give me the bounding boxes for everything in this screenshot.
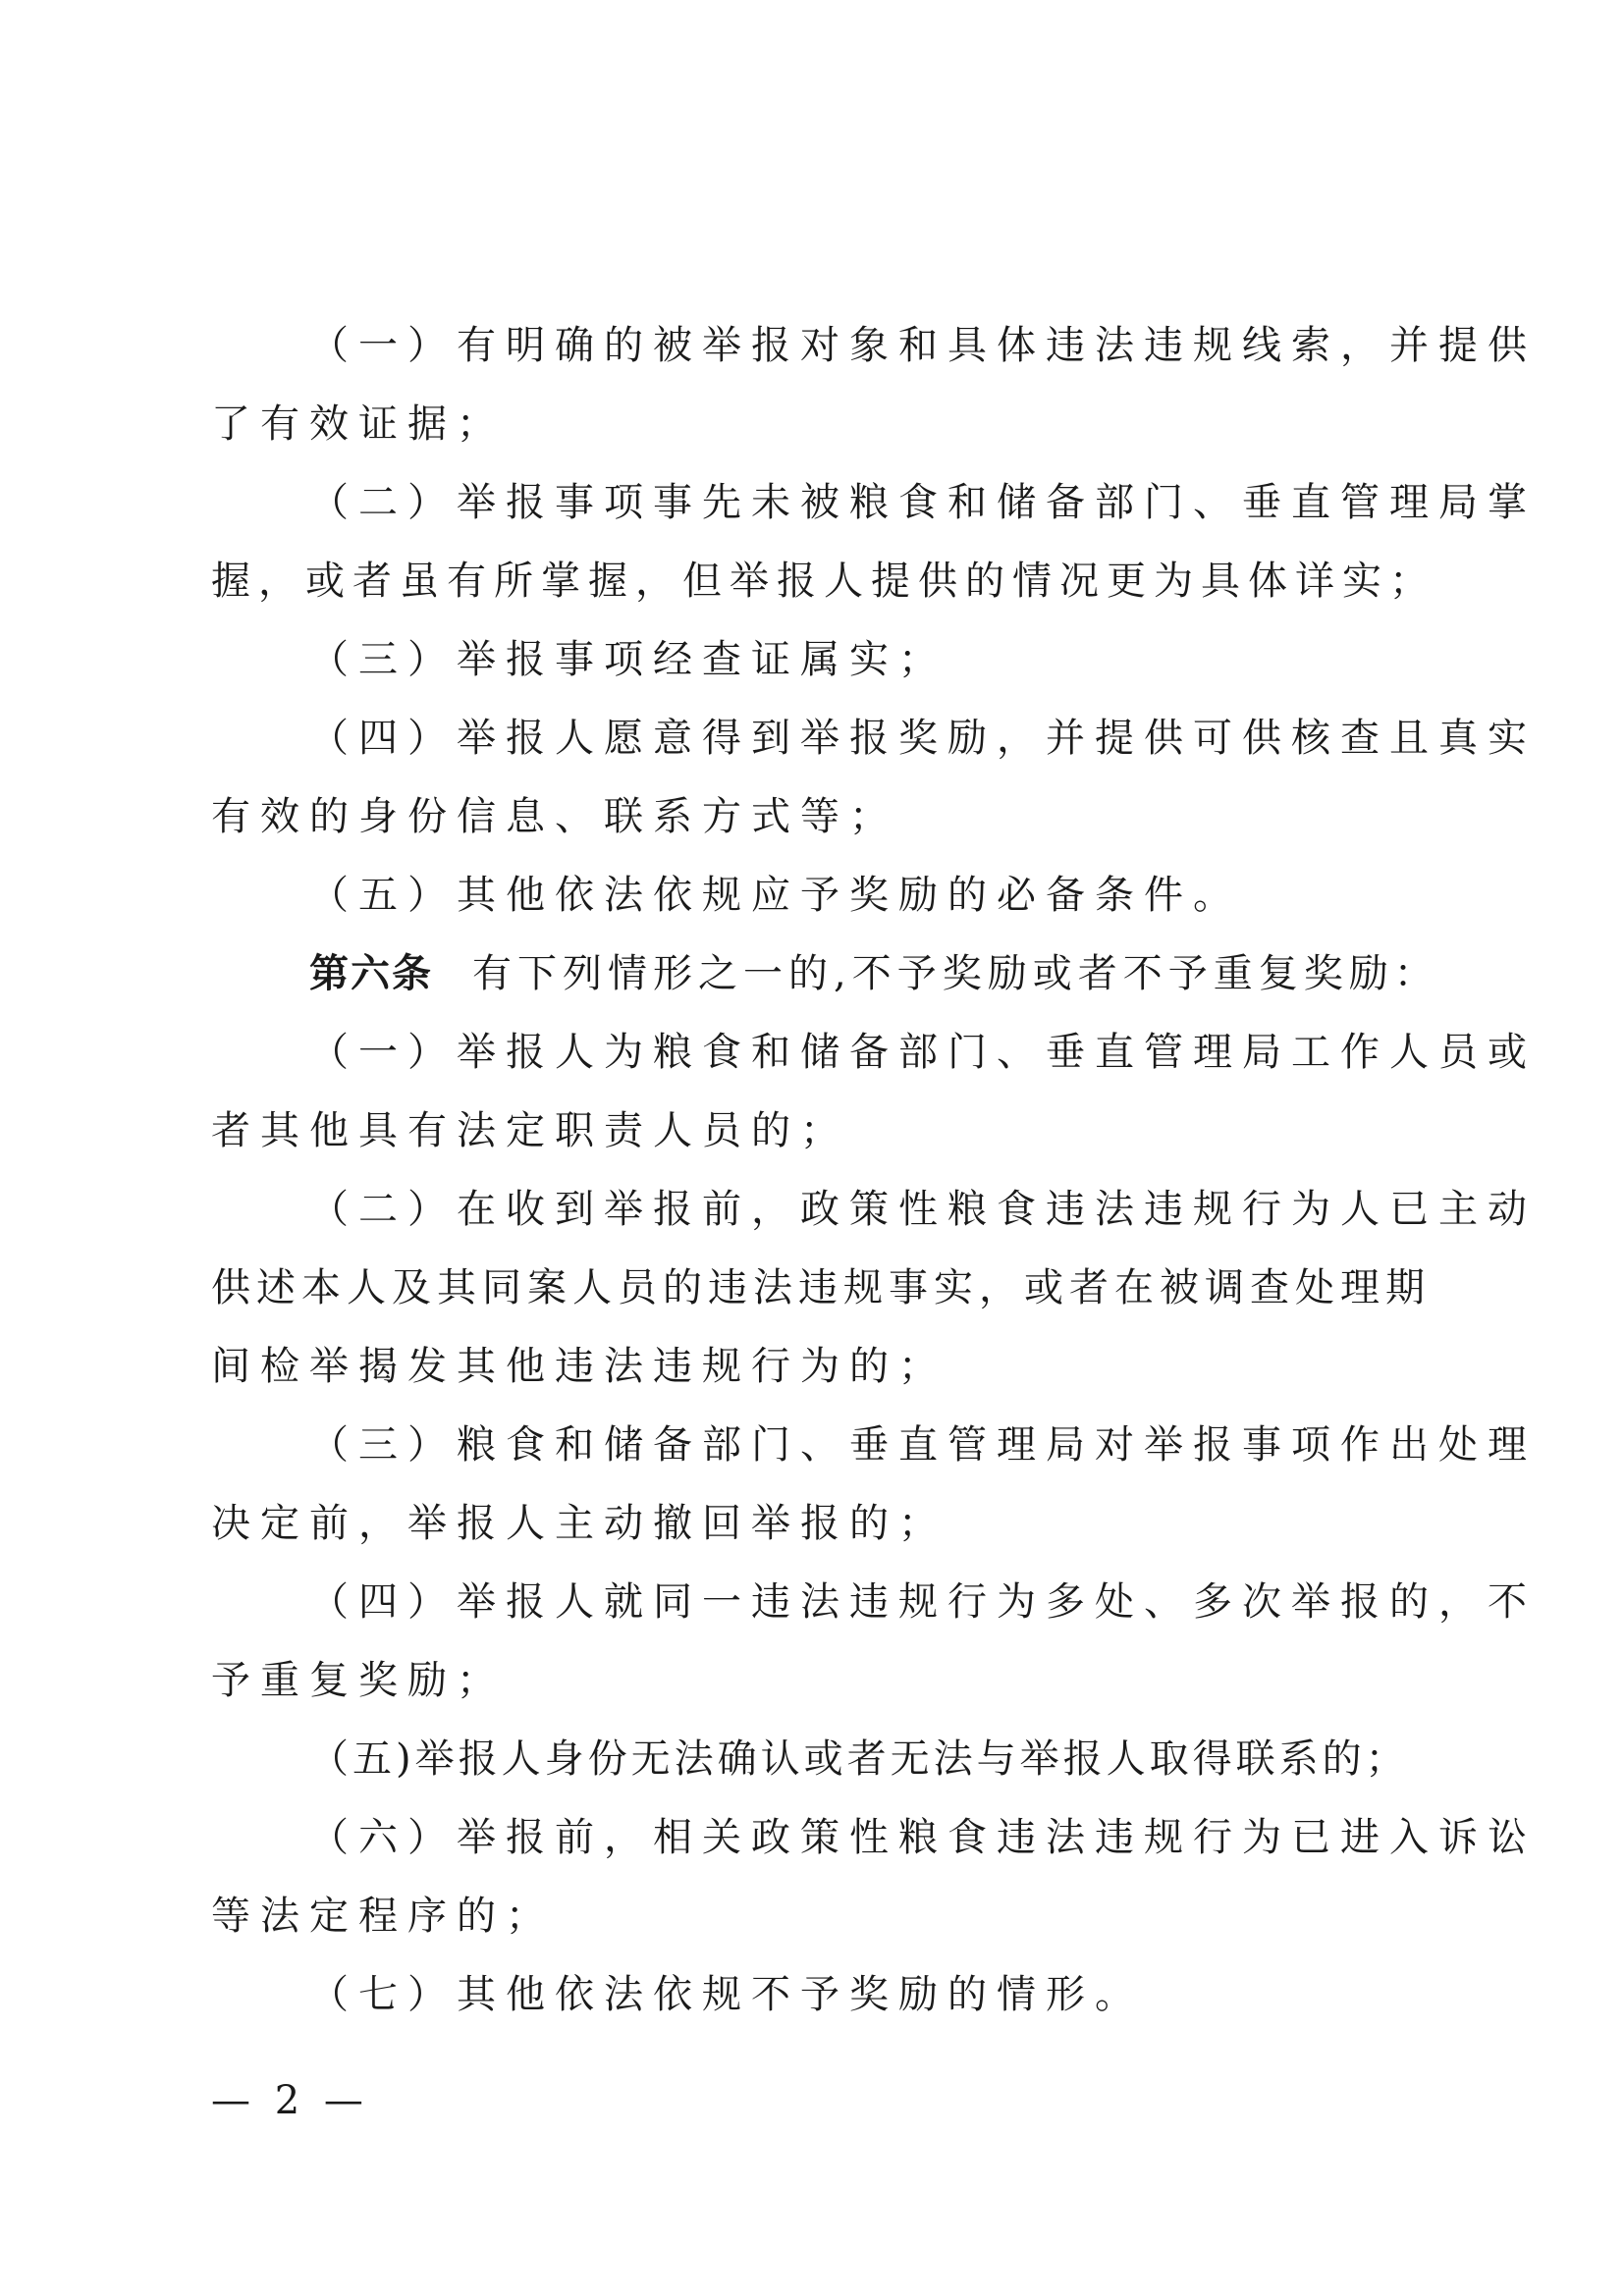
- article-heading-line: [211, 934, 1439, 1013]
- paragraph-line: （三）粮食和储备部门、垂直管理局对举报事项作出处理: [309, 1422, 1537, 1468]
- article-intro: 有下列情形之一的,不予奖励或者不予重复奖励：: [472, 951, 1439, 996]
- paragraph-line: 供述本人及其同案人员的违法违规事实，或者在被调查处理期: [211, 1265, 1431, 1310]
- paragraph-line: （三）举报事项经查证属实；: [309, 637, 947, 682]
- paragraph-line: （六）举报前，相关政策性粮食违法违规行为已进入诉讼: [309, 1815, 1537, 1860]
- page-number: — 2 —: [211, 2078, 369, 2123]
- paragraph-line: 间检举揭发其他违法违规行为的；: [211, 1344, 947, 1389]
- article-title: 第六条: [309, 950, 433, 996]
- paragraph-line: （五)举报人身份无法确认或者无法与举报人取得联系的；: [309, 1736, 1409, 1782]
- paragraph-line: 者其他具有法定职责人员的；: [211, 1108, 849, 1153]
- paragraph-line: （一）举报人为粮食和储备部门、垂直管理局工作人员或: [309, 1030, 1537, 1075]
- paragraph-line: （七）其他依法依规不予奖励的情形。: [309, 1972, 1144, 2017]
- paragraph-line: （二）在收到举报前，政策性粮食违法违规行为人已主动: [309, 1187, 1537, 1232]
- paragraph-line: 予重复奖励；: [211, 1658, 506, 1703]
- paragraph-line: 了有效证据；: [211, 401, 506, 447]
- paragraph-line: （四）举报人就同一违法违规行为多处、多次举报的，不: [309, 1579, 1537, 1625]
- document-body: [211, 306, 1537, 2034]
- paragraph-line: 决定前，举报人主动撤回举报的；: [211, 1501, 947, 1546]
- paragraph-line: （四）举报人愿意得到举报奖励，并提供可供核查且真实: [309, 716, 1537, 761]
- paragraph-line: （五）其他依法依规应予奖励的必备条件。: [309, 873, 1242, 918]
- paragraph-line: 有效的身份信息、联系方式等；: [211, 794, 898, 839]
- paragraph-line: 等法定程序的；: [211, 1894, 555, 1939]
- paragraph-line: （二）举报事项事先未被粮食和储备部门、垂直管理局掌: [309, 480, 1537, 525]
- paragraph-line: 握，或者虽有所掌握，但举报人提供的情况更为具体详实；: [211, 559, 1436, 604]
- paragraph-line: （一）有明确的被举报对象和具体违法违规线索，并提供: [309, 323, 1537, 368]
